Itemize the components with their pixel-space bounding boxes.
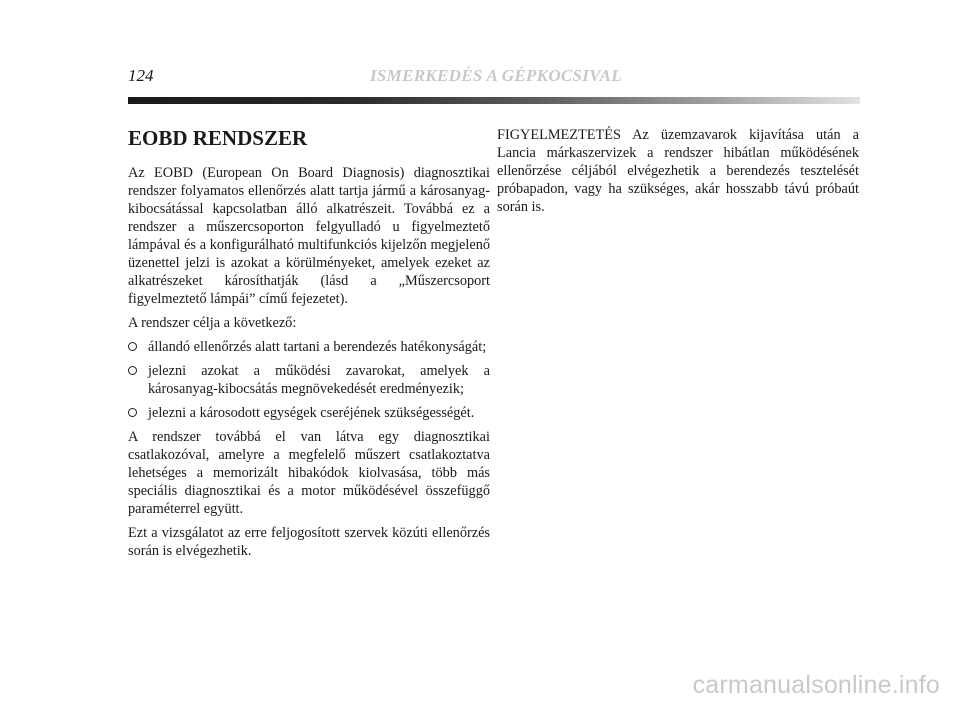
header-rule [128, 97, 860, 104]
connector-paragraph: A rendszer továbbá el van látva egy diagnosztikai csatlakozóval, amelyre a megfelelő műszert csatlakoztatva lehetséges a memorizált hibakódok kiolvasása, több más speciális diagnosztikai és a motor működésével összefüggő paraméterrel együtt. [128, 429, 490, 517]
running-title: ISMERKEDÉS A GÉPKOCSIVAL [370, 66, 622, 85]
purpose-list [128, 338, 490, 422]
list-item-text: jelezni azokat a működési zavarokat, amelyek a károsanyag-kibocsátás megnövekedését eredményezik; [148, 363, 490, 397]
left-column [128, 120, 490, 566]
list-item-text: jelezni a károsodott egységek cseréjének szükségességét. [148, 405, 475, 421]
list-item [128, 362, 490, 398]
circle-bullet-icon [128, 366, 137, 375]
circle-bullet-icon [128, 408, 137, 417]
section-title: EOBD RENDSZER [128, 126, 308, 150]
list-item [128, 338, 490, 356]
right-column [497, 126, 859, 222]
list-item-text: állandó ellenőrzés alatt tartani a berendezés hatékonyságát; [148, 339, 487, 355]
watermark: carmanualsonline.info [692, 671, 940, 699]
warning-paragraph: FIGYELMEZTETÉS Az üzemzavarok kijavítása után a Lancia márkaszervizek a rendszer hibátlan működésének ellenőrzése céljából elvégezhetik a berendezés tesztelését próbapadon, vagy ha szükséges, akár hosszabb távú próbaút során is. [497, 127, 859, 215]
circle-bullet-icon [128, 342, 137, 351]
inspection-paragraph: Ezt a vizsgálatot az erre feljogosított szervek közúti ellenőrzés során is elvégezhetik. [128, 525, 490, 559]
purpose-lead: A rendszer célja a következő: [128, 315, 297, 331]
intro-paragraph: Az EOBD (European On Board Diagnosis) diagnosztikai rendszer folyamatos ellenőrzés alatt tartja jármű a károsanyag-kibocsátással kapcsolatban álló alkatrészeit. Továbbá ez a rendszer a műszercsoporton felgyulladó u figyelmeztető lámpával és a konfigurálható multifunkciós kijelzőn megjelenő üzenettel jelzi is azokat a körülményeket, amelyek ezeket az alkatrészeket károsíthatják (lásd a „Műszercsoport figyelmeztető lámpái” című fejezetet). [128, 165, 490, 307]
list-item [128, 404, 490, 422]
page-number: 124 [128, 66, 154, 85]
